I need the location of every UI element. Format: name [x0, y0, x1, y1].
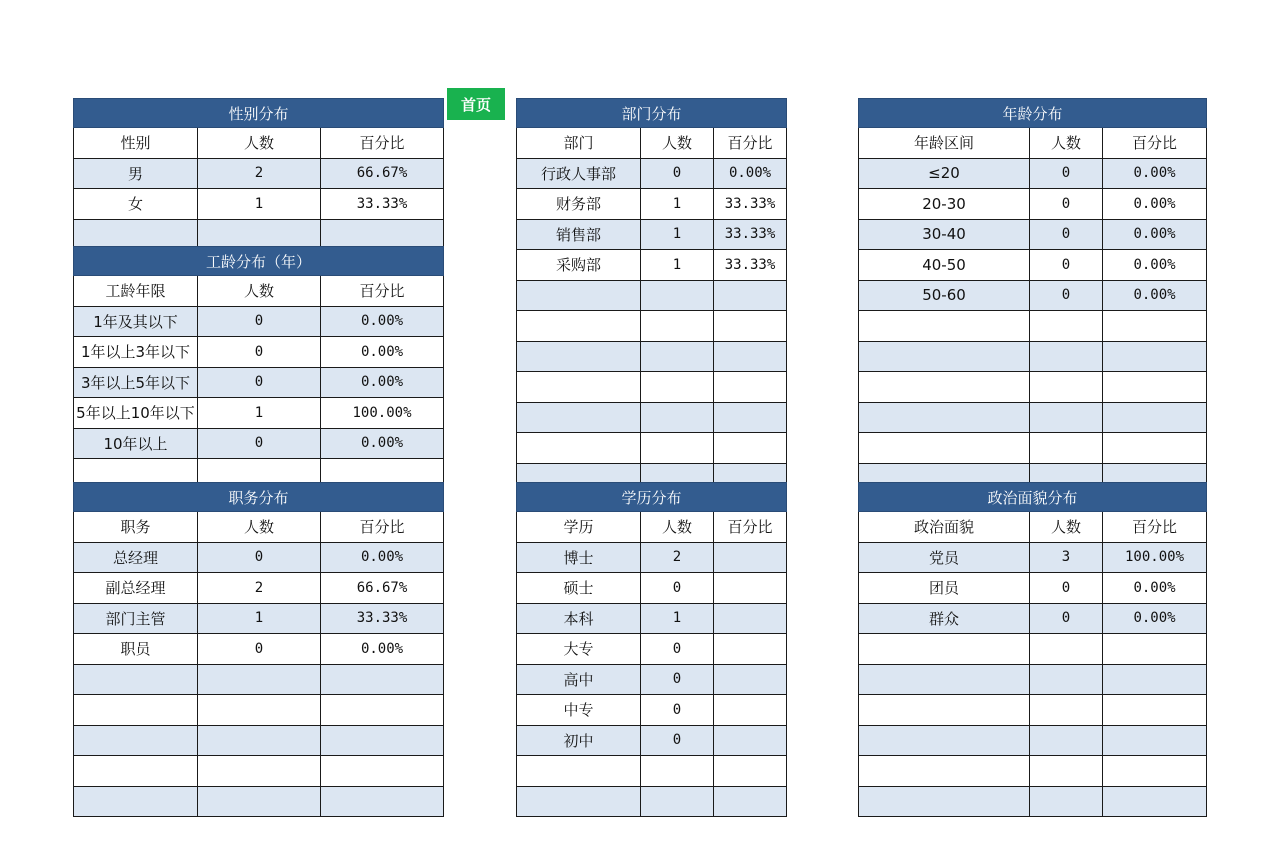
table-cell[interactable]: 采购部 [517, 250, 641, 281]
table-row [859, 219, 1207, 250]
table-cell[interactable]: 1 [641, 250, 714, 281]
table-row [517, 402, 787, 433]
table-cell[interactable] [198, 219, 321, 250]
education-panel [516, 482, 787, 817]
table-cell[interactable]: 0 [198, 337, 321, 368]
table-cell[interactable] [859, 634, 1030, 665]
column-header: 政治面貌 [859, 512, 1030, 543]
table-cell[interactable]: 3年以上5年以下 [74, 367, 198, 398]
table-row [74, 695, 444, 726]
education-title: 学历分布 [517, 483, 787, 512]
table-cell[interactable]: 1 [641, 219, 714, 250]
table-row [859, 542, 1207, 573]
table-row [74, 756, 444, 787]
table-row [74, 634, 444, 665]
table-row [859, 280, 1207, 311]
table-cell[interactable]: 党员 [859, 542, 1030, 573]
gender-table [73, 98, 444, 250]
table-row [859, 311, 1207, 342]
table-row [859, 372, 1207, 403]
table-row [74, 725, 444, 756]
age-panel [858, 98, 1207, 494]
position-panel [73, 482, 444, 817]
table-cell[interactable] [1103, 634, 1207, 665]
column-header: 部门 [517, 128, 641, 159]
table-cell[interactable] [321, 786, 444, 817]
table-row [859, 341, 1207, 372]
table-row [74, 189, 444, 220]
tenure-title: 工龄分布（年） [74, 247, 444, 276]
table-cell[interactable]: 0.00% [1103, 573, 1207, 604]
column-header: 学历 [517, 512, 641, 543]
table-cell[interactable]: 0 [1030, 219, 1103, 250]
table-cell[interactable] [859, 311, 1030, 342]
table-row [517, 603, 787, 634]
table-cell[interactable]: 0.00% [321, 634, 444, 665]
table-cell[interactable]: 0.00% [321, 367, 444, 398]
table-cell[interactable]: 2 [198, 573, 321, 604]
table-row [517, 573, 787, 604]
table-cell[interactable]: 0 [1030, 603, 1103, 634]
table-cell[interactable] [859, 402, 1030, 433]
table-cell[interactable]: 副总经理 [74, 573, 198, 604]
table-cell[interactable] [74, 695, 198, 726]
table-cell[interactable] [517, 756, 641, 787]
position-title: 职务分布 [74, 483, 444, 512]
table-cell[interactable]: 0.00% [1103, 250, 1207, 281]
table-cell[interactable] [1030, 695, 1103, 726]
table-cell[interactable] [714, 756, 787, 787]
table-cell[interactable] [859, 433, 1030, 464]
column-header: 职务 [74, 512, 198, 543]
table-cell[interactable] [1103, 756, 1207, 787]
table-cell[interactable]: 女 [74, 189, 198, 220]
table-cell[interactable]: 1 [641, 603, 714, 634]
table-row [517, 786, 787, 817]
table-cell[interactable]: 0.00% [1103, 603, 1207, 634]
dept-title: 部门分布 [517, 99, 787, 128]
table-row [517, 542, 787, 573]
table-row [74, 367, 444, 398]
table-cell[interactable]: 0.00% [1103, 280, 1207, 311]
table-cell[interactable] [641, 311, 714, 342]
table-cell[interactable]: 群众 [859, 603, 1030, 634]
table-cell[interactable] [1103, 372, 1207, 403]
table-cell[interactable]: 33.33% [321, 603, 444, 634]
table-cell[interactable] [1030, 756, 1103, 787]
dept-panel [516, 98, 787, 494]
gender-panel [73, 98, 444, 250]
table-cell[interactable] [517, 786, 641, 817]
table-cell[interactable] [198, 786, 321, 817]
column-header: 人数 [1030, 512, 1103, 543]
column-header: 人数 [641, 512, 714, 543]
table-cell[interactable] [714, 372, 787, 403]
table-cell[interactable] [859, 372, 1030, 403]
table-cell[interactable]: 20-30 [859, 189, 1030, 220]
table-cell[interactable] [641, 280, 714, 311]
table-row [74, 542, 444, 573]
table-cell[interactable]: 0 [641, 573, 714, 604]
table-cell[interactable] [1103, 725, 1207, 756]
table-cell[interactable]: 3 [1030, 542, 1103, 573]
table-row [74, 398, 444, 429]
table-cell[interactable] [1030, 402, 1103, 433]
table-cell[interactable] [198, 756, 321, 787]
table-cell[interactable] [517, 311, 641, 342]
table-cell[interactable]: 0 [641, 725, 714, 756]
table-cell[interactable] [1030, 341, 1103, 372]
table-cell[interactable] [641, 786, 714, 817]
table-cell[interactable] [859, 725, 1030, 756]
table-cell[interactable] [198, 725, 321, 756]
table-cell[interactable] [714, 433, 787, 464]
table-cell[interactable]: 66.67% [321, 158, 444, 189]
table-cell[interactable] [641, 433, 714, 464]
table-cell[interactable]: 本科 [517, 603, 641, 634]
table-cell[interactable]: 66.67% [321, 573, 444, 604]
table-cell[interactable]: 100.00% [321, 398, 444, 429]
table-cell[interactable]: 职员 [74, 634, 198, 665]
table-cell[interactable] [517, 372, 641, 403]
table-cell[interactable] [1030, 725, 1103, 756]
table-cell[interactable] [198, 664, 321, 695]
table-row [74, 158, 444, 189]
column-header: 人数 [641, 128, 714, 159]
table-row [517, 433, 787, 464]
table-row [74, 337, 444, 368]
table-cell[interactable] [714, 786, 787, 817]
table-cell[interactable]: 30-40 [859, 219, 1030, 250]
table-row [859, 664, 1207, 695]
table-cell[interactable]: 1 [198, 603, 321, 634]
table-cell[interactable] [714, 311, 787, 342]
table-cell[interactable]: 0 [1030, 280, 1103, 311]
column-header: 百分比 [1103, 512, 1207, 543]
table-cell[interactable]: 2 [198, 158, 321, 189]
table-cell[interactable] [714, 695, 787, 726]
table-cell[interactable]: 0 [198, 542, 321, 573]
table-cell[interactable] [321, 756, 444, 787]
table-row [74, 573, 444, 604]
table-cell[interactable] [1030, 311, 1103, 342]
table-cell[interactable] [1030, 664, 1103, 695]
table-cell[interactable] [1030, 433, 1103, 464]
table-row [859, 695, 1207, 726]
table-row [859, 756, 1207, 787]
table-row [517, 311, 787, 342]
table-row [517, 250, 787, 281]
table-cell[interactable]: 部门主管 [74, 603, 198, 634]
age-table [858, 98, 1207, 494]
table-cell[interactable]: 0 [198, 306, 321, 337]
table-cell[interactable]: 0 [641, 634, 714, 665]
table-cell[interactable]: 33.33% [714, 189, 787, 220]
table-cell[interactable]: 0 [198, 634, 321, 665]
table-cell[interactable]: 0 [1030, 189, 1103, 220]
table-cell[interactable]: 0 [1030, 250, 1103, 281]
table-cell[interactable]: 10年以上 [74, 428, 198, 459]
table-cell[interactable]: 5年以上10年以下 [74, 398, 198, 429]
table-cell[interactable]: 团员 [859, 573, 1030, 604]
table-cell[interactable] [74, 786, 198, 817]
table-cell[interactable] [517, 341, 641, 372]
table-row [859, 250, 1207, 281]
table-cell[interactable] [198, 695, 321, 726]
table-cell[interactable]: 大专 [517, 634, 641, 665]
table-cell[interactable] [714, 573, 787, 604]
table-cell[interactable]: 0 [641, 664, 714, 695]
column-header: 人数 [198, 128, 321, 159]
table-cell[interactable] [74, 664, 198, 695]
column-header: 性别 [74, 128, 198, 159]
table-cell[interactable]: 100.00% [1103, 542, 1207, 573]
table-row [74, 603, 444, 634]
column-header: 百分比 [321, 128, 444, 159]
table-cell[interactable] [714, 725, 787, 756]
column-header: 人数 [198, 512, 321, 543]
table-row [859, 402, 1207, 433]
table-cell[interactable] [714, 603, 787, 634]
table-cell[interactable] [1103, 341, 1207, 372]
dept-table [516, 98, 787, 494]
table-cell[interactable]: 2 [641, 542, 714, 573]
table-cell[interactable] [641, 372, 714, 403]
column-header: 百分比 [714, 128, 787, 159]
table-row [517, 756, 787, 787]
table-cell[interactable]: 销售部 [517, 219, 641, 250]
table-cell[interactable]: 50-60 [859, 280, 1030, 311]
table-row [517, 189, 787, 220]
table-cell[interactable] [1030, 634, 1103, 665]
table-cell[interactable]: 1年以上3年以下 [74, 337, 198, 368]
table-cell[interactable]: 行政人事部 [517, 158, 641, 189]
table-cell[interactable]: 0.00% [321, 542, 444, 573]
table-cell[interactable] [1103, 311, 1207, 342]
table-cell[interactable] [1103, 402, 1207, 433]
column-header: 百分比 [321, 512, 444, 543]
column-header: 人数 [198, 276, 321, 307]
table-cell[interactable]: 总经理 [74, 542, 198, 573]
table-cell[interactable] [641, 402, 714, 433]
table-cell[interactable] [1103, 433, 1207, 464]
home-button[interactable]: 首页 [447, 88, 505, 120]
table-cell[interactable] [517, 433, 641, 464]
table-cell[interactable] [714, 664, 787, 695]
table-cell[interactable] [517, 402, 641, 433]
table-cell[interactable] [74, 219, 198, 250]
table-cell[interactable]: 33.33% [321, 189, 444, 220]
table-cell[interactable]: 0 [198, 428, 321, 459]
table-row [517, 725, 787, 756]
position-table [73, 482, 444, 817]
table-cell[interactable] [74, 725, 198, 756]
table-cell[interactable]: 33.33% [714, 219, 787, 250]
political-title: 政治面貌分布 [859, 483, 1207, 512]
table-cell[interactable]: 硕士 [517, 573, 641, 604]
column-header: 百分比 [1103, 128, 1207, 159]
tenure-panel [73, 246, 444, 490]
table-cell[interactable] [1103, 664, 1207, 695]
table-cell[interactable]: 初中 [517, 725, 641, 756]
table-row [859, 573, 1207, 604]
table-cell[interactable]: 1年及其以下 [74, 306, 198, 337]
table-cell[interactable]: 男 [74, 158, 198, 189]
column-header: 人数 [1030, 128, 1103, 159]
table-cell[interactable]: 0 [641, 695, 714, 726]
table-row [859, 634, 1207, 665]
table-cell[interactable]: 0.00% [321, 306, 444, 337]
table-cell[interactable]: 0.00% [714, 158, 787, 189]
table-cell[interactable]: 0 [1030, 158, 1103, 189]
table-cell[interactable]: 33.33% [714, 250, 787, 281]
age-title: 年龄分布 [859, 99, 1207, 128]
table-row [517, 280, 787, 311]
table-row [74, 219, 444, 250]
table-cell[interactable] [74, 756, 198, 787]
table-row [517, 219, 787, 250]
table-cell[interactable]: 0.00% [321, 428, 444, 459]
column-header: 工龄年限 [74, 276, 198, 307]
political-table [858, 482, 1207, 817]
table-cell[interactable]: 0.00% [1103, 219, 1207, 250]
gender-title: 性别分布 [74, 99, 444, 128]
table-cell[interactable] [714, 542, 787, 573]
table-cell[interactable]: 40-50 [859, 250, 1030, 281]
column-header: 年龄区间 [859, 128, 1030, 159]
table-cell[interactable] [714, 341, 787, 372]
column-header: 百分比 [321, 276, 444, 307]
table-cell[interactable] [641, 341, 714, 372]
table-cell[interactable]: ≤20 [859, 158, 1030, 189]
political-panel [858, 482, 1207, 817]
table-cell[interactable] [1103, 786, 1207, 817]
table-cell[interactable]: 0 [641, 158, 714, 189]
table-row [74, 428, 444, 459]
table-cell[interactable]: 0.00% [321, 337, 444, 368]
table-cell[interactable]: 0 [198, 367, 321, 398]
table-cell[interactable] [859, 341, 1030, 372]
table-cell[interactable]: 0.00% [1103, 189, 1207, 220]
table-row [859, 433, 1207, 464]
table-row [859, 786, 1207, 817]
table-row [517, 695, 787, 726]
table-row [517, 372, 787, 403]
table-cell[interactable]: 1 [198, 398, 321, 429]
table-cell[interactable] [714, 402, 787, 433]
table-row [517, 634, 787, 665]
table-row [517, 341, 787, 372]
table-cell[interactable]: 1 [641, 189, 714, 220]
table-cell[interactable] [859, 664, 1030, 695]
table-cell[interactable] [321, 664, 444, 695]
table-cell[interactable] [714, 280, 787, 311]
table-cell[interactable] [321, 219, 444, 250]
table-row [74, 306, 444, 337]
table-cell[interactable] [1030, 372, 1103, 403]
table-cell[interactable]: 财务部 [517, 189, 641, 220]
table-cell[interactable]: 1 [198, 189, 321, 220]
table-cell[interactable] [859, 756, 1030, 787]
table-cell[interactable] [321, 695, 444, 726]
table-cell[interactable]: 0 [1030, 573, 1103, 604]
table-cell[interactable]: 博士 [517, 542, 641, 573]
tenure-table [73, 246, 444, 490]
table-cell[interactable] [641, 756, 714, 787]
table-cell[interactable] [1103, 695, 1207, 726]
table-row [859, 189, 1207, 220]
table-cell[interactable] [517, 280, 641, 311]
table-cell[interactable] [859, 786, 1030, 817]
table-cell[interactable] [859, 695, 1030, 726]
table-cell[interactable] [1030, 786, 1103, 817]
education-table [516, 482, 787, 817]
table-row [74, 664, 444, 695]
table-cell[interactable]: 高中 [517, 664, 641, 695]
table-row [517, 664, 787, 695]
column-header: 百分比 [714, 512, 787, 543]
table-row [859, 158, 1207, 189]
table-row [859, 725, 1207, 756]
table-cell[interactable] [714, 634, 787, 665]
table-cell[interactable] [321, 725, 444, 756]
table-row [859, 603, 1207, 634]
table-row [517, 158, 787, 189]
table-cell[interactable]: 中专 [517, 695, 641, 726]
table-cell[interactable]: 0.00% [1103, 158, 1207, 189]
table-row [74, 786, 444, 817]
